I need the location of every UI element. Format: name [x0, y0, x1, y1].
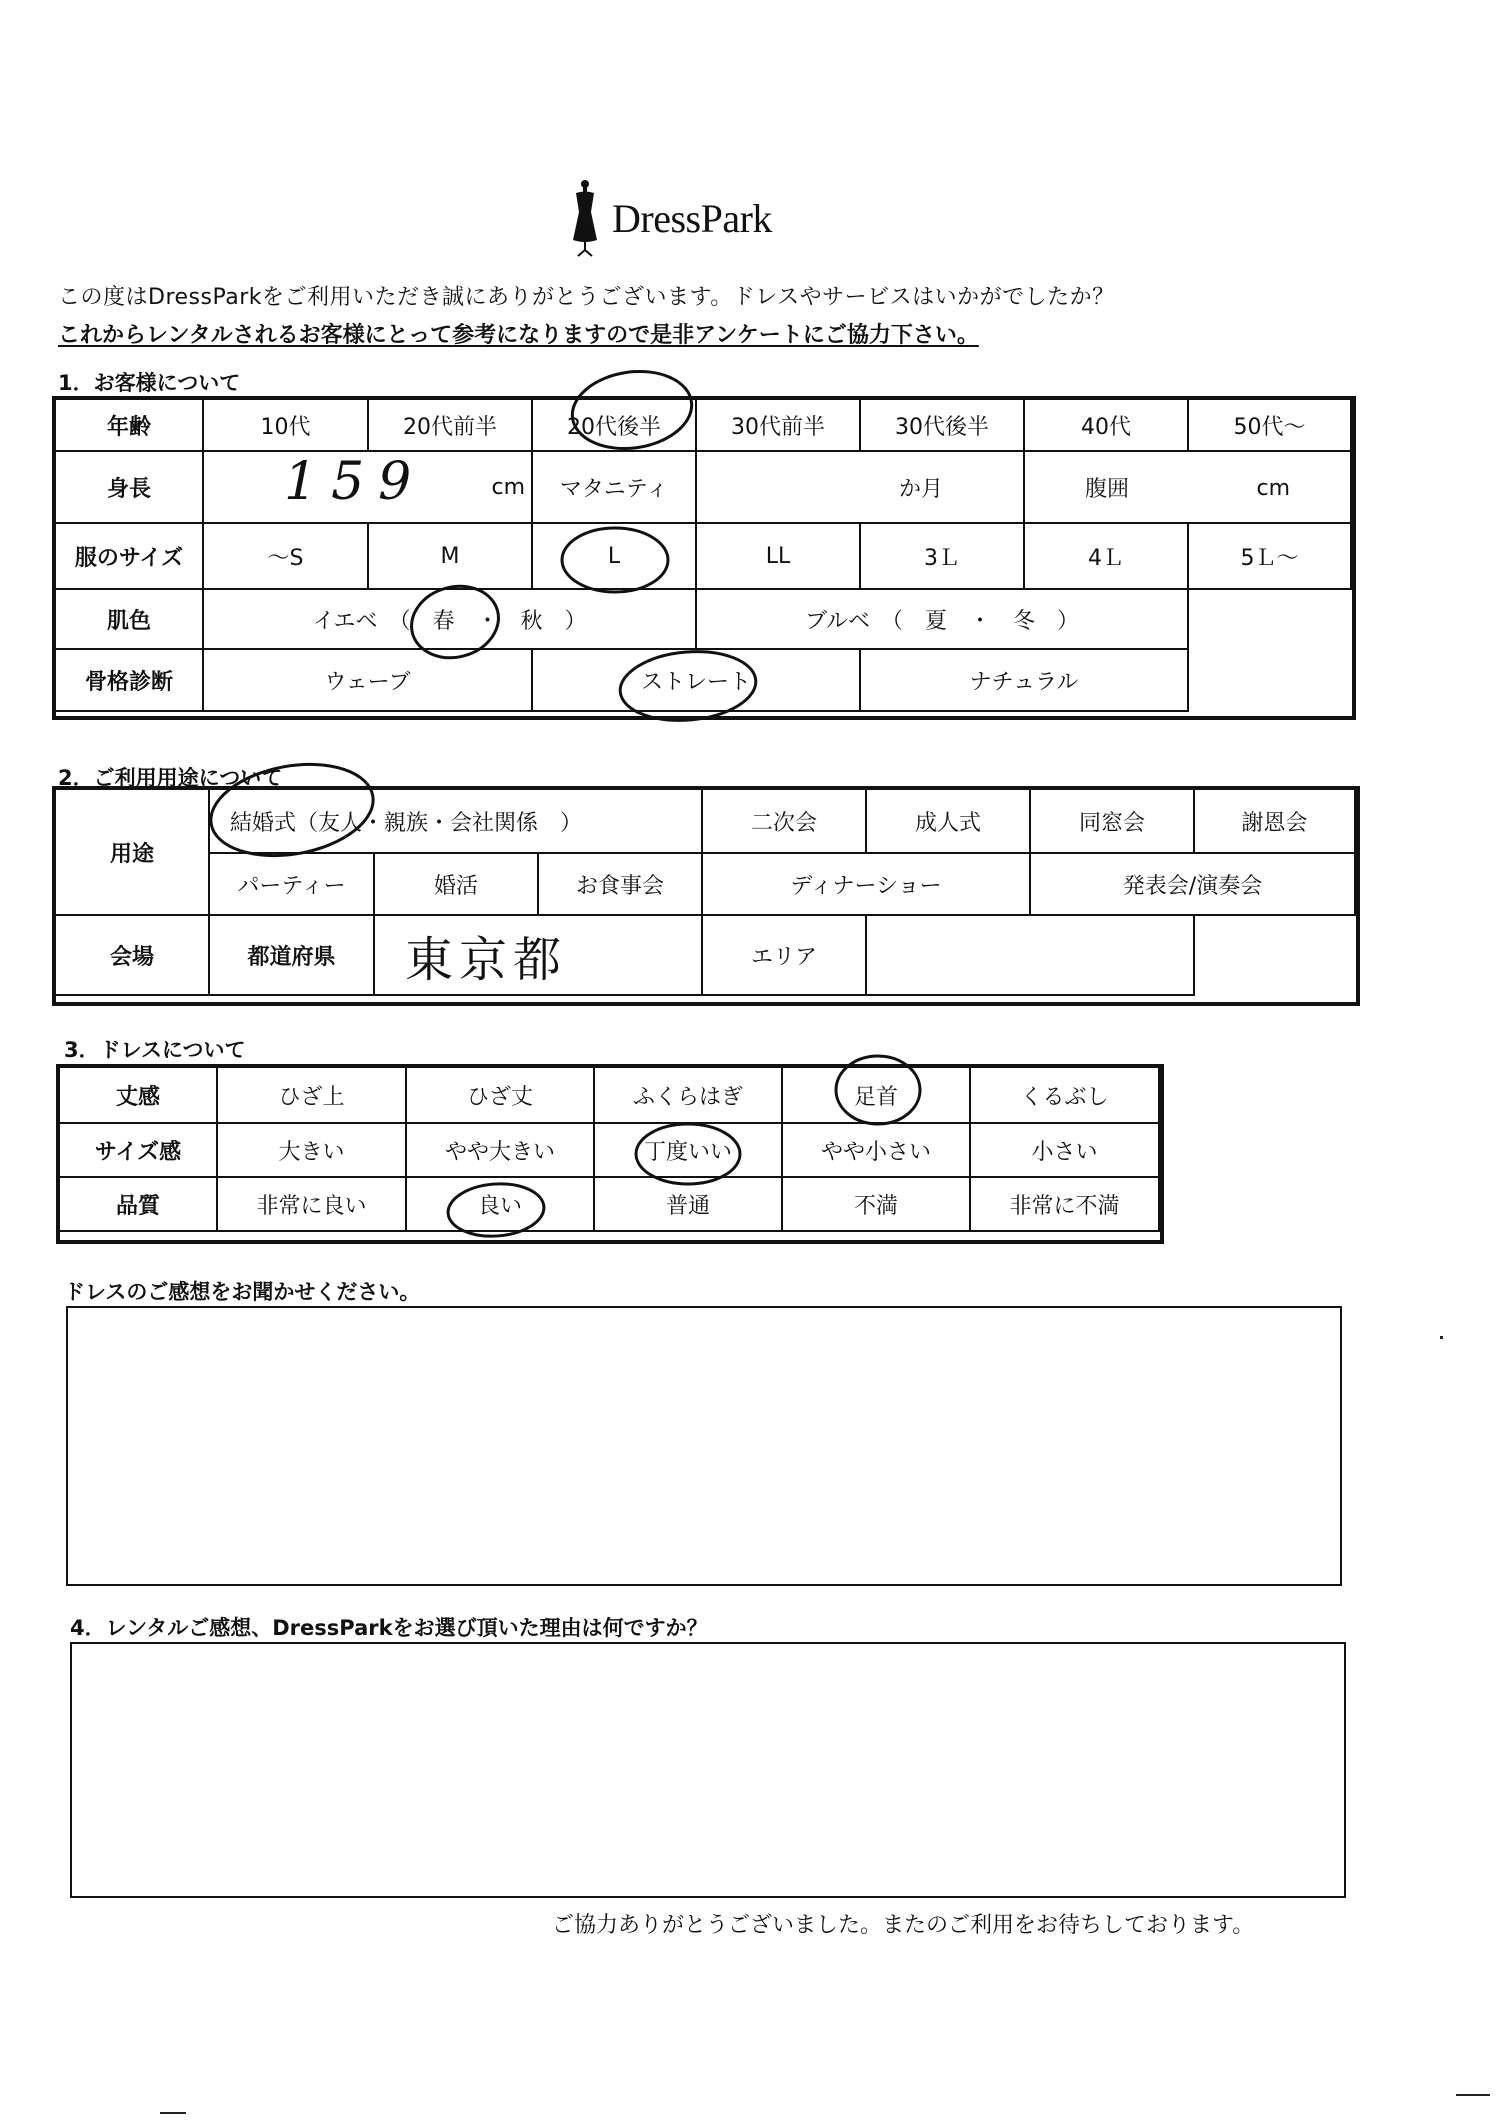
prefecture-label: 都道府県 [209, 915, 374, 995]
blank-cell [1188, 589, 1351, 649]
length-label: 丈感 [59, 1067, 217, 1123]
age-row [55, 399, 1351, 451]
usage-table [54, 788, 1356, 996]
size-option[interactable]: 3Ｌ [860, 523, 1024, 589]
area-label: エリア [702, 915, 866, 995]
quality-option[interactable]: 普通 [594, 1177, 782, 1231]
height-unit: cm [491, 474, 525, 500]
age-option[interactable]: 30代後半 [860, 399, 1024, 451]
closing-message: ご協力ありがとうございました。またのご利用をお待ちしております。 [552, 1913, 1255, 1938]
age-label: 年齢 [55, 399, 203, 451]
waist-cell[interactable] [1024, 451, 1351, 523]
waist-unit: cm [1256, 476, 1290, 501]
quality-option[interactable]: 非常に良い [217, 1177, 406, 1231]
frame-option-selected[interactable]: ストレート [532, 649, 860, 711]
fit-row [59, 1123, 1159, 1177]
frame-label: 骨格診断 [55, 649, 203, 711]
purpose-option[interactable]: ディナーショー [702, 853, 1030, 915]
frame-row [55, 649, 1351, 711]
size-row [55, 523, 1351, 589]
purpose-option[interactable]: 婚活 [374, 853, 538, 915]
length-row [59, 1067, 1159, 1123]
customer-table [54, 398, 1352, 712]
maternity-label: マタニティ [532, 451, 696, 523]
venue-label: 会場 [55, 915, 209, 995]
dress-table [58, 1066, 1160, 1232]
quality-label: 品質 [59, 1177, 217, 1231]
purpose-option[interactable]: 同窓会 [1030, 789, 1194, 853]
purpose-row-1 [55, 789, 1355, 853]
rental-feedback-box[interactable] [70, 1642, 1346, 1898]
venue-row [55, 915, 1355, 995]
fit-option-selected[interactable]: 丁度いい [594, 1123, 782, 1177]
section4-title: 4．レンタルご感想、DressParkをお選び頂いた理由は何ですか？ [70, 1616, 708, 1640]
frame-option[interactable]: ウェーブ [203, 649, 532, 711]
length-option[interactable]: ひざ丈 [406, 1067, 594, 1123]
purpose-label: 用途 [55, 789, 209, 915]
purpose-option[interactable]: 二次会 [702, 789, 866, 853]
skin-yellow-option[interactable]: イエベ （ 春 ・ 秋 ） [203, 589, 696, 649]
height-row [55, 451, 1351, 523]
length-option[interactable]: ふくらはぎ [594, 1067, 782, 1123]
waist-label: 腹囲 [1085, 476, 1130, 502]
dress-feedback-box[interactable] [66, 1306, 1342, 1586]
size-option[interactable]: 4Ｌ [1024, 523, 1188, 589]
height-label: 身長 [55, 451, 203, 523]
purpose-option[interactable]: パーティー [209, 853, 374, 915]
logo [570, 178, 772, 258]
quality-option[interactable]: 非常に不満 [970, 1177, 1159, 1231]
months-unit: か月 [898, 476, 943, 502]
age-option[interactable]: 10代 [203, 399, 368, 451]
intro-request: これからレンタルされるお客様にとって参考になりますので是非アンケートにご協力下さい。 [58, 323, 979, 348]
section2-title: 2．ご利用用途について [58, 766, 283, 790]
frame-option[interactable]: ナチュラル [860, 649, 1188, 711]
section1-title: 1．お客様について [58, 371, 241, 395]
purpose-option[interactable]: 発表会/演奏会 [1030, 853, 1355, 915]
purpose-option[interactable]: 成人式 [866, 789, 1030, 853]
fit-option[interactable]: 大きい [217, 1123, 406, 1177]
purpose-option[interactable]: お食事会 [538, 853, 702, 915]
fit-option[interactable]: やや大きい [406, 1123, 594, 1177]
length-option[interactable]: ひざ上 [217, 1067, 406, 1123]
size-option[interactable]: M [368, 523, 532, 589]
intro-line: この度はDressParkをご利用いただき誠にありがとうございます。ドレスやサービスはいかがでしたか？ [58, 285, 1115, 310]
size-option-selected[interactable]: L [532, 523, 696, 589]
length-option-selected[interactable]: 足首 [782, 1067, 970, 1123]
size-option[interactable]: ～S [203, 523, 368, 589]
purpose-option[interactable]: 謝恩会 [1194, 789, 1355, 853]
section3-title: 3．ドレスについて [64, 1038, 246, 1062]
length-option[interactable]: くるぶし [970, 1067, 1159, 1123]
size-label: 服のサイズ [55, 523, 203, 589]
age-option[interactable]: 50代～ [1188, 399, 1351, 451]
fit-option[interactable]: やや小さい [782, 1123, 970, 1177]
skin-row [55, 589, 1351, 649]
size-option[interactable]: 5Ｌ～ [1188, 523, 1351, 589]
area-field[interactable] [866, 915, 1194, 995]
scan-edge-mark [160, 2112, 186, 2114]
feedback-prompt: ドレスのご感想をお聞かせください。 [64, 1280, 421, 1304]
maternity-months-cell[interactable] [696, 451, 1024, 523]
height-value: 159 [284, 452, 426, 512]
age-option[interactable]: 40代 [1024, 399, 1188, 451]
purpose-option-selected[interactable]: 結婚式（友人・親族・会社関係 ） [209, 789, 702, 853]
skin-blue-option[interactable]: ブルベ （ 夏 ・ 冬 ） [696, 589, 1188, 649]
purpose-row-2 [55, 853, 1355, 915]
scan-edge-mark [1456, 2094, 1490, 2096]
scan-speck [1440, 1336, 1443, 1339]
size-option[interactable]: LL [696, 523, 860, 589]
dress-form-icon [570, 178, 600, 258]
age-option-selected[interactable]: 20代後半 [532, 399, 696, 451]
skin-label: 肌色 [55, 589, 203, 649]
quality-option[interactable]: 不満 [782, 1177, 970, 1231]
quality-option-selected[interactable]: 良い [406, 1177, 594, 1231]
fit-label: サイズ感 [59, 1123, 217, 1177]
prefecture-value: 東京都 [405, 931, 568, 988]
blank-cell [1194, 915, 1355, 995]
blank-cell [1188, 649, 1351, 711]
prefecture-field[interactable] [374, 915, 702, 995]
height-cell[interactable] [203, 451, 532, 523]
age-option[interactable]: 30代前半 [696, 399, 860, 451]
logo-text: DressPark [612, 195, 772, 241]
quality-row [59, 1177, 1159, 1231]
age-option[interactable]: 20代前半 [368, 399, 532, 451]
fit-option[interactable]: 小さい [970, 1123, 1159, 1177]
